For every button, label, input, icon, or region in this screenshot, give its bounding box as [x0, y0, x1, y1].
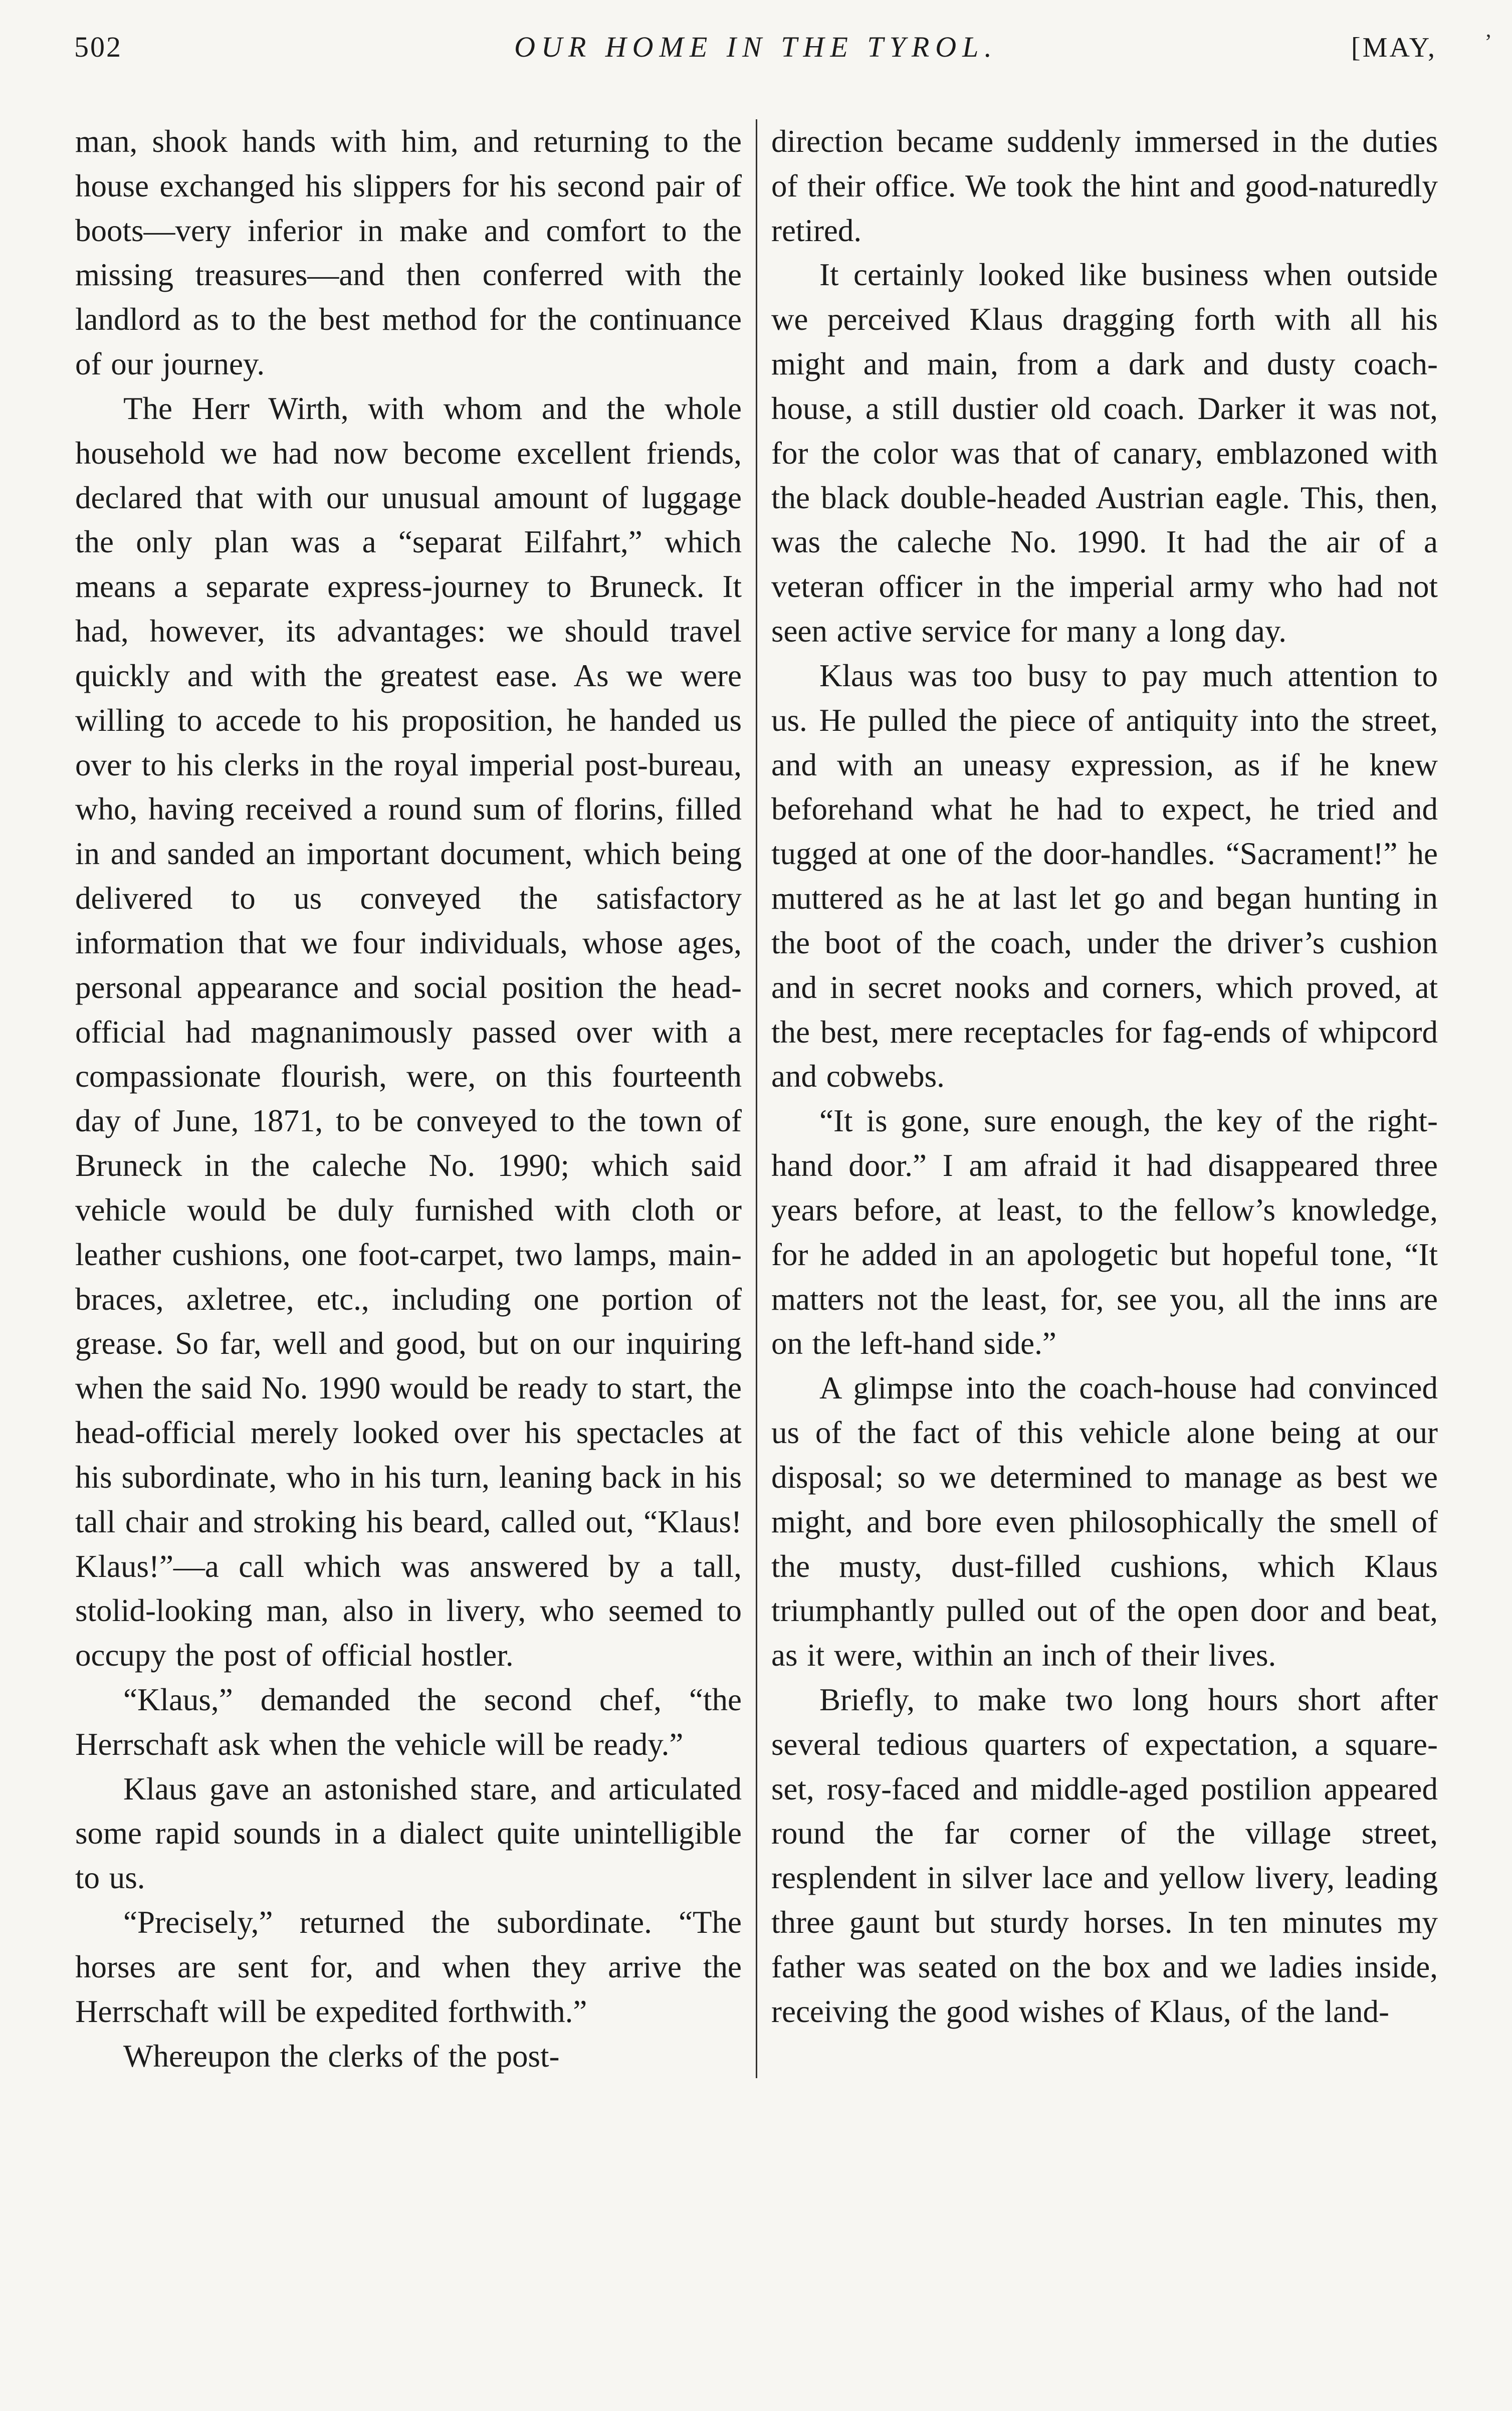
issue-label: [MAY, — [1351, 32, 1437, 63]
left-column — [75, 119, 742, 2078]
page-header — [0, 0, 1512, 75]
page-number: 502 — [74, 31, 122, 63]
right-column — [771, 119, 1438, 2078]
running-title: OUR HOME IN THE TYROL. — [514, 31, 998, 63]
paragraph: Whereupon the clerks of the post- — [123, 2038, 560, 2074]
text-columns — [0, 119, 1512, 2078]
paragraph: Briefly, to make two long hours short after several tedious quarters of expectation, a square-set, rosy-faced and middle-aged postilion appeared round the far corner of the village street, resplendent in silver lace and yellow livery, leading three gaunt but sturdy horses. In ten minutes my father was seated on the box and we ladies inside, receiving the good wishes of Klaus, of the land- — [771, 1682, 1438, 2029]
paragraph: The Herr Wirth, with whom and the whole household we had now become excellent friends, declared that with our unusual amount of luggage the only plan was a “separat Eilfahrt,” which means a separate express-journey to Bruneck. It had, however, its advantages: we should travel quickly and with the greatest ease. As we were willing to accede to his proposition, he handed us over to his clerks in the royal imperial post-bureau, who, having received a round sum of florins, filled in and sanded an important document, which being delivered to us conveyed the satisfactory information that we four individuals, whose ages, personal appearance and social position the head-official had magnanimously passed over with a compassionate flourish, were, on this fourteenth day of June, 1871, to be conveyed to the town of Bruneck in the caleche No. 1990; which said vehicle would be duly furnished with cloth or leather cushions, one foot-carpet, two lamps, main-braces, axletree, etc., including one portion of grease. So far, well and good, but on our inquiring when the said No. 1990 would be ready to start, the head-official merely looked over his spectacles at his subordinate, who in his turn, leaning back in his tall chair and stroking his beard, called out, “Klaus! Klaus!”—a call which was answered by a tall, stolid-looking man, also in livery, who seemed to occupy the post of official hostler. — [75, 390, 742, 1673]
paragraph: man, shook hands with him, and returning to the house exchanged his slippers for his second pair of boots—very inferior in make and comfort to the missing treasures—and then conferred with the landlord as to the best method for the continuance of our journey. — [75, 124, 742, 382]
paragraph: Klaus was too busy to pay much attention to us. He pulled the piece of antiquity into the street, and with an uneasy expression, as if he knew beforehand what he had to expect, he tried and tugged at one of the door-handles. “Sacrament!” he muttered as he at last let go and began hunting in the boot of the coach, under the driver’s cushion and in secret nooks and corners, which proved, at the best, mere receptacles for fag-ends of whipcord and cobwebs. — [771, 658, 1438, 1094]
paragraph: direction became suddenly immersed in the duties of their office. We took the hint and good-naturedly retired. — [771, 124, 1438, 248]
paragraph: “Precisely,” returned the subordinate. “The horses are sent for, and when they arrive the Herrschaft will be expedited forthwith.” — [75, 1905, 742, 2029]
issue-mark: ’ — [1484, 30, 1492, 54]
paragraph: “Klaus,” demanded the second chef, “the Herrschaft ask when the vehicle will be ready.” — [75, 1682, 742, 1762]
paragraph: A glimpse into the coach-house had convinced us of the fact of this vehicle alone being at our disposal; so we determined to manage as best we might, and bore even philosophically the smell of the musty, dust-filled cushions, which Klaus triumphantly pulled out of the open door and beat, as it were, within an inch of their lives. — [771, 1370, 1438, 1673]
column-divider — [756, 119, 757, 2078]
paragraph: It certainly looked like business when outside we perceived Klaus dragging forth with all his might and main, from a dark and dusty coach-house, a still dustier old coach. Darker it was not, for the color was that of canary, emblazoned with the black double-headed Austrian eagle. This, then, was the caleche No. 1990. It had the air of a veteran officer in the imperial army who had not seen active service for many a long day. — [771, 257, 1438, 649]
paragraph: Klaus gave an astonished stare, and articulated some rapid sounds in a dialect quite unintelligible to us. — [75, 1771, 742, 1896]
paragraph: “It is gone, sure enough, the key of the right-hand door.” I am afraid it had disappeared three years before, at least, to the fellow’s knowledge, for he added in an apologetic but hopeful tone, “It matters not the least, for, see you, all the inns are on the left-hand side.” — [771, 1103, 1438, 1361]
